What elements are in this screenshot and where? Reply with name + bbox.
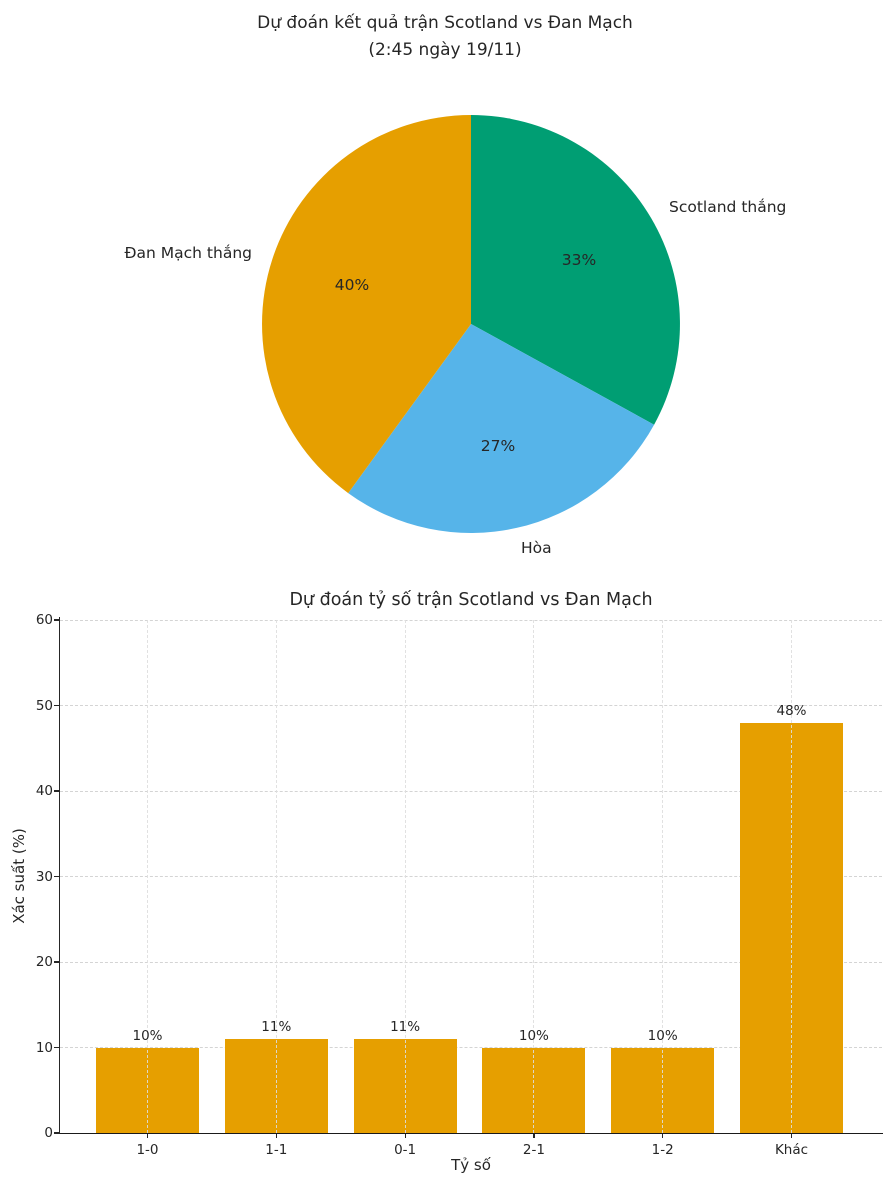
pie-title-line-2: (2:45 ngày 19/11) [368,40,522,60]
x-tick-0 [147,1133,148,1138]
pie-label-0: Scotland thắng [669,197,787,216]
bar-value-label-4: 10% [647,1027,678,1044]
y-tick-label-10: 10 [35,1039,53,1056]
y-tick-label-60: 60 [35,612,53,628]
x-tick-label-3: 2-1 [522,1142,545,1158]
bar-value-label-2: 11% [390,1019,421,1035]
x-tick-1 [276,1133,277,1138]
pie-pct-label-1: 27% [480,437,516,455]
pie-pct-label-2: 40% [334,276,370,294]
y-tick-label-40: 40 [35,783,53,799]
y-tick-label-30: 30 [35,868,53,885]
x-tick-label-0: 1-0 [136,1142,159,1158]
bar-x-axis-label: Tỷ số [451,1156,491,1174]
y-tick-20 [54,961,59,962]
x-tick-3 [533,1133,534,1138]
y-tick-60 [54,619,59,620]
y-tick-40 [54,790,59,791]
x-tick-4 [662,1133,663,1138]
bar-value-label-0: 10% [132,1027,163,1044]
x-tick-5 [791,1133,792,1138]
bar-y-axis-label: Xác suất (%) [10,828,28,924]
bar-value-label-3: 10% [518,1027,549,1044]
y-tick-label-0: 0 [44,1125,53,1141]
gridline-x-0 [147,620,148,1133]
bar-value-label-5: 48% [776,702,807,719]
gridline-x-4 [662,620,663,1133]
x-tick-label-5: Khác [774,1142,809,1158]
y-tick-10 [54,1047,59,1048]
x-tick-2 [405,1133,406,1138]
pie-pct-label-0: 33% [561,251,597,269]
pie-label-2: Đan Mạch thắng [124,243,252,262]
x-tick-label-1: 1-1 [265,1142,288,1158]
y-tick-50 [54,705,59,706]
x-tick-label-2: 0-1 [394,1142,417,1158]
x-tick-label-4: 1-2 [651,1142,674,1158]
pie-chart [0,0,890,560]
y-tick-0 [54,1132,59,1133]
gridline-y-60 [60,620,882,621]
gridline-x-1 [276,620,277,1133]
pie-title-line-1: Dự đoán kết quả trận Scotland vs Đan Mạch [257,13,633,33]
pie-label-1: Hòa [521,539,552,558]
gridline-x-3 [533,620,534,1133]
y-tick-label-50: 50 [35,697,53,714]
gridline-x-5 [791,620,792,1133]
gridline-x-2 [405,620,406,1133]
y-tick-30 [54,876,59,877]
bar-chart-title: Dự đoán tỷ số trận Scotland vs Đan Mạch [289,590,653,610]
bar-value-label-1: 11% [261,1019,292,1035]
y-tick-label-20: 20 [35,954,53,970]
